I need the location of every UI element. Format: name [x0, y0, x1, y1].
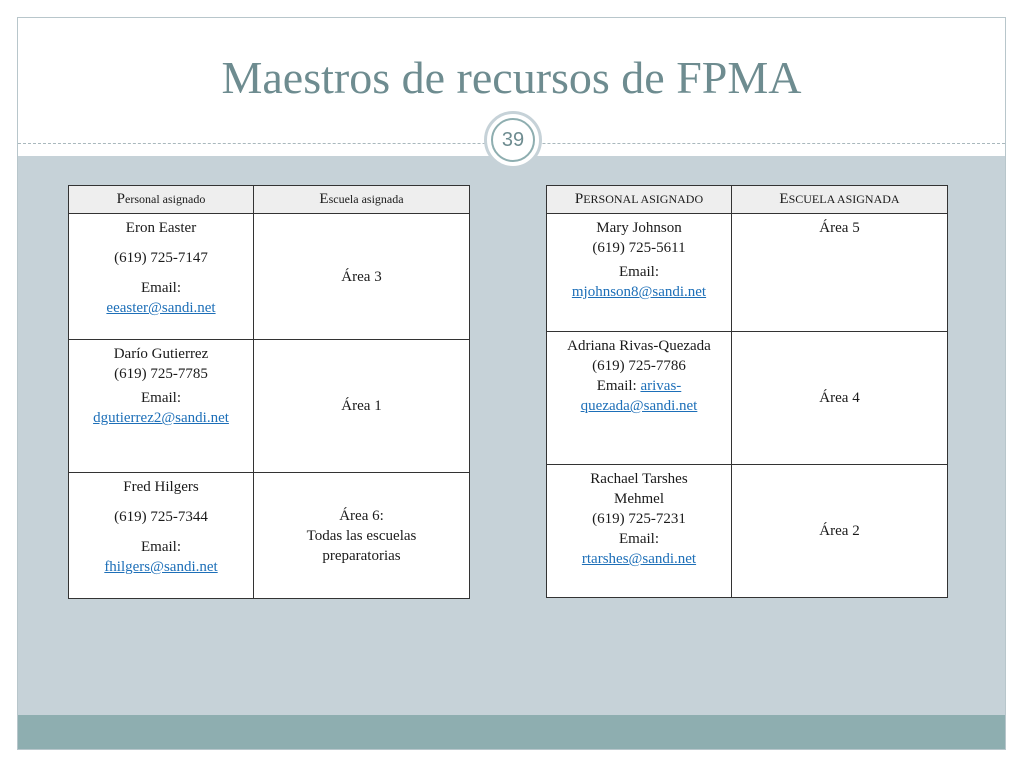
email-label: Email:: [141, 539, 181, 555]
person-name: Adriana Rivas-Quezada: [567, 338, 711, 354]
area-label: Área 4: [819, 390, 860, 406]
person-name: Mehmel: [614, 491, 664, 507]
person-phone: (619) 725-7785: [114, 366, 208, 382]
person-name: Rachael Tarshes: [590, 471, 688, 487]
person-phone: (619) 725-7147: [114, 250, 208, 266]
right-staff-table: [546, 185, 948, 598]
header-initial: E: [319, 191, 329, 207]
header-assigned-personnel: [69, 186, 254, 214]
area-description: Todas las escuelas: [306, 527, 417, 544]
school-cell: [732, 332, 948, 465]
person-name: Eron Easter: [125, 220, 197, 236]
table-row: [547, 214, 948, 332]
email-link[interactable]: eeaster@sandi.net: [106, 300, 216, 316]
email-link[interactable]: arivas-: [640, 378, 682, 394]
table-row: [547, 465, 948, 598]
header-initial: E: [779, 191, 789, 207]
school-cell: [254, 214, 470, 340]
footer-band: [18, 715, 1005, 749]
header-initial: P: [574, 191, 584, 207]
header-assigned-personnel: [547, 186, 732, 214]
area-label: Área 1: [341, 398, 382, 414]
email-label: Email:: [619, 531, 659, 547]
school-cell: [254, 340, 470, 473]
personnel-cell: [69, 473, 254, 599]
table-header-row: [69, 186, 470, 214]
email-link[interactable]: quezada@sandi.net: [580, 398, 698, 414]
page-number: 39: [491, 118, 535, 162]
school-cell: [254, 473, 470, 599]
header-assigned-school: [732, 186, 948, 214]
area-label: Área 5: [819, 220, 860, 236]
personnel-cell: [69, 340, 254, 473]
table-row: [69, 473, 470, 599]
header-text: ersonal asignado: [125, 192, 206, 206]
personnel-cell: [69, 214, 254, 340]
area-label: Área 3: [341, 268, 382, 285]
slide-title: Maestros de recursos de FPMA: [221, 52, 802, 103]
email-link[interactable]: dgutierrez2@sandi.net: [93, 410, 229, 426]
person-phone: (619) 725-7231: [592, 511, 686, 527]
email-link[interactable]: rtarshes@sandi.net: [581, 551, 697, 567]
email-label: Email:: [596, 378, 641, 394]
area-description: preparatorias: [322, 547, 401, 564]
email-label: Email:: [141, 280, 181, 296]
page-number-badge: [484, 111, 542, 169]
header-text: ERSONAL ASIGNADO: [583, 192, 704, 206]
school-cell: [732, 214, 948, 332]
left-staff-table: [68, 185, 470, 599]
school-cell: [732, 465, 948, 598]
person-name: Fred Hilgers: [123, 479, 199, 495]
header-text: scuela asignada: [328, 192, 404, 206]
area-label: Área 6:: [339, 507, 384, 524]
table-row: [69, 340, 470, 473]
person-phone: (619) 725-5611: [592, 240, 686, 256]
person-name: Mary Johnson: [596, 220, 682, 236]
person-phone: (619) 725-7786: [592, 358, 686, 374]
header-initial: P: [116, 191, 126, 207]
table-header-row: [547, 186, 948, 214]
area-label: Área 2: [819, 523, 860, 539]
header-assigned-school: [254, 186, 470, 214]
email-label: Email:: [619, 264, 659, 280]
personnel-cell: [547, 214, 732, 332]
table-row: [547, 332, 948, 465]
personnel-cell: [547, 332, 732, 465]
person-name: Darío Gutierrez: [113, 346, 209, 362]
email-link[interactable]: fhilgers@sandi.net: [104, 559, 218, 575]
person-phone: (619) 725-7344: [114, 509, 208, 525]
email-label: Email:: [141, 390, 181, 406]
personnel-cell: [547, 465, 732, 598]
header-text: SCUELA ASIGNADA: [788, 192, 900, 206]
table-row: [69, 214, 470, 340]
email-link[interactable]: mjohnson8@sandi.net: [571, 284, 707, 300]
